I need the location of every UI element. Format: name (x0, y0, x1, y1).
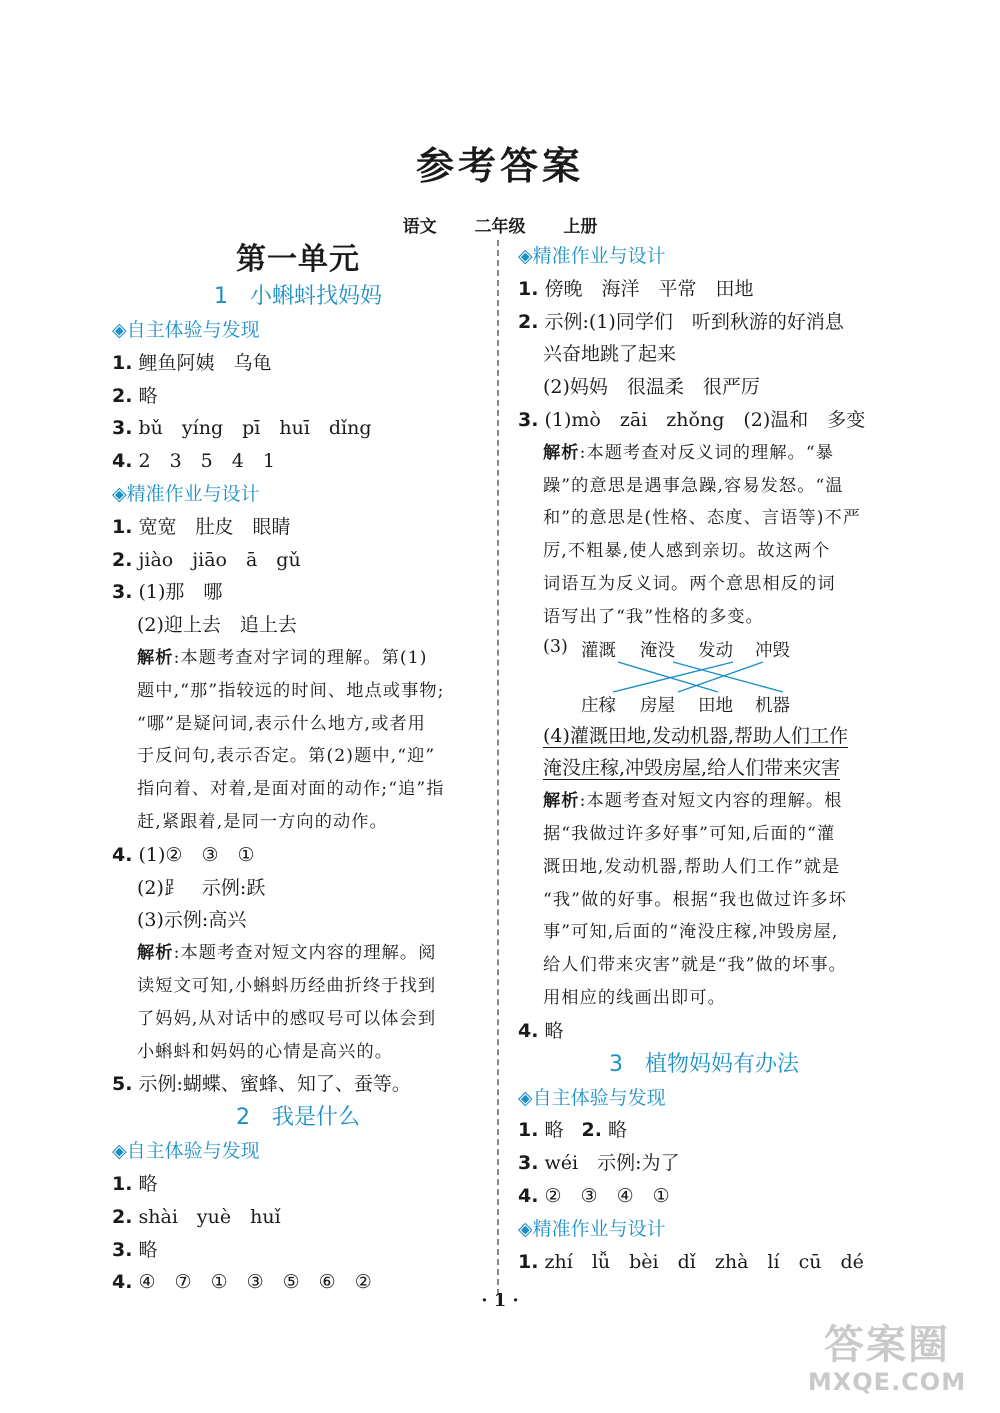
match-top-word: 灌溉 (581, 640, 616, 661)
analysis-line: 题中,“那”指较远的时间、地点或事物; (137, 680, 445, 701)
analysis-label: 解析 (137, 647, 174, 668)
analysis-label: 解析 (543, 442, 580, 463)
question-number: 4. (112, 1271, 133, 1294)
question-number: 3. (518, 408, 539, 431)
answer-line (518, 306, 890, 339)
volume: 上册 (563, 217, 598, 237)
answer-text: 略 (544, 1019, 564, 1042)
subject: 语文 (402, 217, 437, 237)
analysis-line: 事”可知,后面的“淹没庄稼,冲毁房屋, (543, 922, 839, 943)
lesson-1-heading (112, 280, 484, 314)
section-heading: ◈精准作业与设计 (518, 1217, 666, 1240)
analysis-line: 据“我做过许多好事”可知,后面的“灌 (543, 823, 836, 844)
watermark-url: MXQE.COM (807, 1368, 967, 1396)
answer-line (112, 544, 484, 577)
underlined-answer: 淹没庄稼,冲毁房屋,给人们带来灾害 (543, 757, 841, 780)
answer-text: ④ ⑦ ① ③ ⑤ ⑥ ② (138, 1271, 372, 1294)
analysis-label: 解析 (137, 943, 174, 964)
question-number: 4. (518, 1019, 539, 1042)
analysis-line (112, 937, 484, 970)
right-column (518, 240, 890, 1278)
answer-line (112, 576, 484, 609)
answer-text: 略 (608, 1119, 628, 1142)
answer-text: 鲤鱼阿姨 乌龟 (138, 351, 272, 374)
analysis-line: 读短文可知,小蝌蚪历经曲折终于找到 (137, 975, 437, 996)
answer-line (112, 1168, 484, 1201)
answer-text: (1)mò zāi zhǒng (2)温和 多变 (544, 408, 866, 431)
lesson-2-heading (112, 1101, 484, 1135)
section-heading: ◈精准作业与设计 (112, 482, 260, 505)
answer-text: (1)② ③ ① (138, 843, 255, 866)
analysis-line: 和”的意思是(性格、态度、言语等)不严 (543, 508, 862, 529)
question-number: 3. (112, 1238, 133, 1261)
analysis-text: :本题考查对短文内容的理解。根 (579, 791, 843, 812)
analysis-line: 赶,紧跟着,是同一方向的动作。 (137, 811, 388, 832)
answer-line (112, 1234, 484, 1267)
analysis-line: 指向着、对着,是面对面的动作;“追”指 (137, 779, 445, 800)
answer-line (112, 511, 484, 544)
answer-text: 示例:蝴蝶、蜜蜂、知了、蚕等。 (138, 1073, 411, 1096)
grade: 二年级 (474, 217, 526, 237)
answer-text: 略 (138, 384, 158, 407)
answer-text: 2 3 5 4 1 (138, 450, 275, 473)
answer-line (518, 720, 890, 753)
page-title: 参考答案 (415, 143, 584, 188)
subtitle (0, 212, 1000, 237)
question-number: 2. (518, 310, 539, 333)
answer-text: shài yuè huǐ (138, 1205, 281, 1228)
question-number: 4. (112, 450, 133, 473)
page-number: · 1 · (481, 1290, 519, 1311)
answer-text: ② ③ ④ ① (544, 1184, 670, 1207)
analysis-line: 躁”的意思是遇事急躁,容易发怒。“温 (543, 475, 844, 496)
match-top-word: 冲毁 (755, 640, 790, 661)
match-top-word: 淹没 (640, 640, 675, 661)
question-number: 2. (112, 548, 133, 571)
matching-diagram (518, 634, 890, 720)
question-number: 1. (112, 515, 133, 538)
answer-line (518, 1147, 890, 1180)
section-heading: ◈自主体验与发现 (112, 319, 260, 341)
answer-line: 兴奋地跳了起来 (543, 343, 677, 366)
answer-line: (3)示例:高兴 (137, 909, 247, 932)
answer-line (518, 273, 890, 306)
analysis-line (112, 642, 484, 675)
analysis-line: 于反问句,表示否定。第(2)题中,“迎” (137, 746, 436, 767)
watermark-logo (792, 1322, 982, 1400)
section-heading: ◈自主体验与发现 (518, 1086, 666, 1109)
answer-line: (2)迎上去 追上去 (137, 614, 297, 637)
analysis-line (518, 785, 890, 818)
question-number: 4. (112, 843, 133, 866)
answer-line (112, 347, 484, 380)
question-number: 2. (112, 1205, 133, 1228)
section-heading: ◈自主体验与发现 (112, 1140, 260, 1163)
answer-text: bǔ yíng pī huī dǐng (138, 417, 372, 440)
match-top-word: 发动 (698, 640, 733, 661)
left-column (112, 240, 484, 1299)
answer-line (518, 404, 890, 437)
match-bottom-word: 庄稼 (581, 695, 616, 716)
answer-line (112, 380, 484, 413)
match-bottom-word: 房屋 (640, 695, 675, 716)
analysis-text: :本题考查对短文内容的理解。阅 (173, 943, 437, 964)
lesson-title: 植物妈妈有办法 (644, 1051, 799, 1077)
answer-text: 示例:(1)同学们 听到秋游的好消息 (544, 310, 844, 333)
lesson-number: 2 (235, 1105, 250, 1131)
question-number: 2. (581, 1119, 602, 1142)
answer-line (112, 1201, 484, 1234)
question-number: 3. (112, 581, 133, 604)
answer-line (112, 445, 484, 478)
answer-text: 宽宽 肚皮 眼睛 (138, 515, 291, 538)
underlined-answer: (4)灌溉田地,发动机器,帮助人们工作 (543, 724, 848, 747)
question-number: 4. (518, 1184, 539, 1207)
answer-text: 略 (138, 1238, 158, 1261)
answer-text: wéi 示例:为了 (544, 1152, 680, 1175)
match-bottom-word: 田地 (698, 695, 733, 716)
analysis-line: 用相应的线画出即可。 (543, 987, 726, 1008)
match-label: (3) (543, 636, 568, 657)
answer-text: zhí lǚ bèi dǐ zhà lí cū dé (544, 1250, 864, 1273)
answer-text: jiào jiāo ā gǔ (138, 548, 301, 571)
answer-line (518, 752, 890, 785)
analysis-line: 小蝌蚪和妈妈的心情是高兴的。 (137, 1041, 394, 1062)
answer-text: 傍晚 海洋 平常 田地 (544, 277, 754, 300)
unit-heading: 第一单元 (236, 242, 360, 277)
answer-line (518, 1180, 890, 1213)
answer-line (518, 1015, 890, 1048)
answer-text: 略 (138, 1172, 158, 1195)
section-heading: ◈精准作业与设计 (518, 245, 666, 267)
lesson-title: 我是什么 (271, 1105, 360, 1131)
answer-text: (1)那 哪 (138, 581, 223, 604)
answer-line (112, 839, 484, 872)
answer-line (112, 1068, 484, 1101)
analysis-line: “哪”是疑问词,表示什么地方,或者用 (137, 713, 426, 734)
answer-line (112, 412, 484, 445)
analysis-line: 给人们带来灾害”就是“我”做的坏事。 (543, 955, 847, 976)
answer-line: (2)妈妈 很温柔 很严厉 (543, 376, 760, 399)
lesson-title: 小蝌蚪找妈妈 (249, 284, 382, 309)
watermark-text: 答案圈 (824, 1322, 950, 1368)
lesson-3-heading (518, 1048, 890, 1082)
answer-line (518, 1114, 890, 1147)
analysis-line: 词语互为反义词。两个意思相反的词 (543, 573, 836, 594)
analysis-line: 语写出了“我”性格的多变。 (543, 606, 764, 627)
lesson-number: 1 (213, 284, 228, 309)
question-number: 3. (518, 1152, 539, 1175)
analysis-line: 溉田地,发动机器,帮助人们工作”就是 (543, 856, 841, 877)
lesson-number: 3 (608, 1051, 623, 1077)
answer-text: 略 (544, 1119, 564, 1142)
answer-line: (2)⻊ 示例:跃 (137, 876, 266, 899)
analysis-line: “我”做的好事。根据“我也做过许多坏 (543, 889, 847, 910)
column-divider (497, 240, 499, 1295)
analysis-label: 解析 (543, 791, 580, 812)
question-number: 1. (518, 1119, 539, 1142)
analysis-text: :本题考查对反义词的理解。“暴 (579, 442, 835, 463)
question-number: 3. (112, 417, 133, 440)
analysis-line: 厉,不粗暴,使人感到亲切。故这两个 (543, 541, 831, 562)
analysis-line (518, 437, 890, 470)
question-number: 5. (112, 1073, 133, 1096)
question-number: 1. (112, 1172, 133, 1195)
analysis-line: 了妈妈,从对话中的感叹号可以体会到 (137, 1008, 437, 1029)
analysis-text: :本题考查对字词的理解。第(1) (173, 647, 428, 668)
question-number: 1. (112, 351, 133, 374)
answer-line (518, 1246, 890, 1279)
question-number: 1. (518, 1250, 539, 1273)
question-number: 1. (518, 277, 539, 300)
question-number: 2. (112, 384, 133, 407)
match-bottom-word: 机器 (755, 695, 790, 716)
